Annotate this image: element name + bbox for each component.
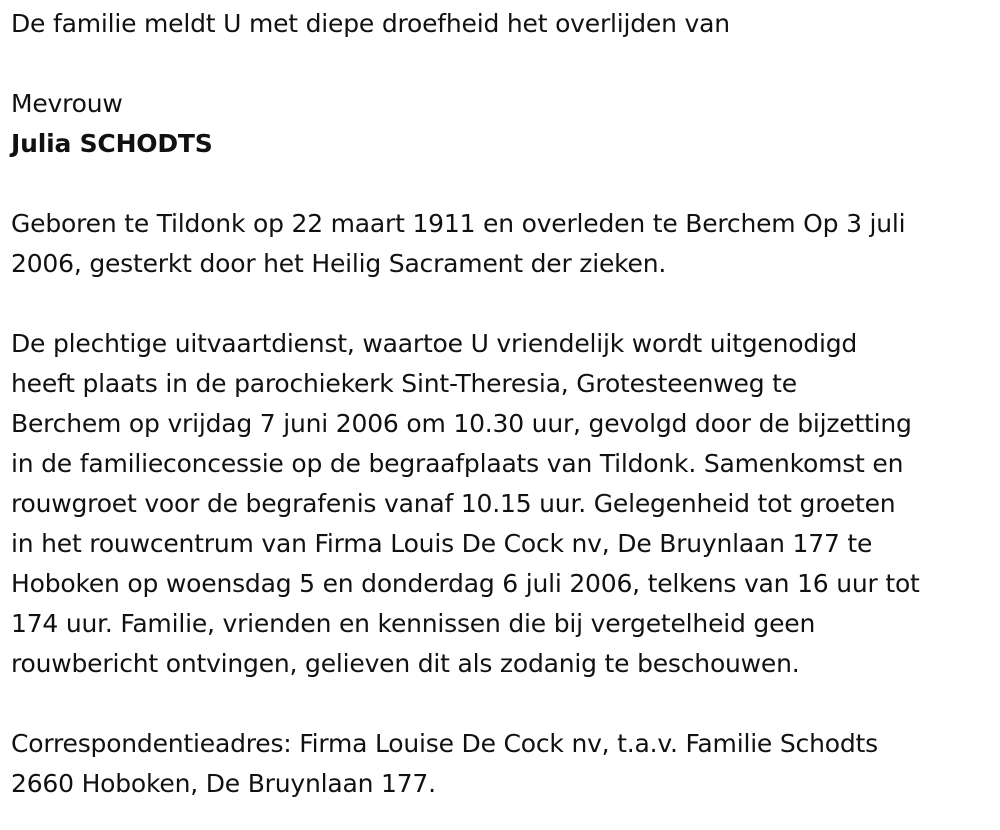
paragraph-line: 2006, gesterkt door het Heilig Sacrament der zieken. [11,249,667,278]
intro-text: De familie meldt U met diepe droefheid het overlijden van [11,9,730,38]
paragraph-line: rouwgroet voor de begrafenis vanaf 10.15 uur. Gelegenheid tot groeten [11,489,896,518]
paragraph-line: rouwbericht ontvingen, gelieven dit als zodanig te beschouwen. [11,649,800,678]
paragraph-line: Geboren te Tildonk op 22 maart 1911 en overleden te Berchem Op 3 juli [11,209,906,238]
correspondence-paragraph [11,724,995,804]
paragraph-line: in het rouwcentrum van Firma Louis De Cock nv, De Bruynlaan 177 te [11,529,873,558]
paragraph-line: De plechtige uitvaartdienst, waartoe U vriendelijk wordt uitgenodigd [11,329,858,358]
salutation: Mevrouw [11,89,123,118]
paragraph-line: Berchem op vrijdag 7 juni 2006 om 10.30 uur, gevolgd door de bijzetting [11,409,912,438]
deceased-name: Julia SCHODTS [11,129,213,158]
paragraph-line: 2660 Hoboken, De Bruynlaan 177. [11,769,436,798]
paragraph-line: Correspondentieadres: Firma Louise De Cock nv, t.a.v. Familie Schodts [11,729,878,758]
paragraph-line: Hoboken op woensdag 5 en donderdag 6 juli 2006, telkens van 16 uur tot [11,569,920,598]
ceremony-paragraph [11,324,995,684]
paragraph-line: in de familieconcessie op de begraafplaats van Tildonk. Samenkomst en [11,449,904,478]
obituary-notice [11,4,995,804]
paragraph-line: heeft plaats in de parochiekerk Sint-Theresia, Grotesteenweg te [11,369,797,398]
paragraph-line: 174 uur. Familie, vrienden en kennissen die bij vergetelheid geen [11,609,816,638]
birth-death-paragraph [11,204,995,284]
